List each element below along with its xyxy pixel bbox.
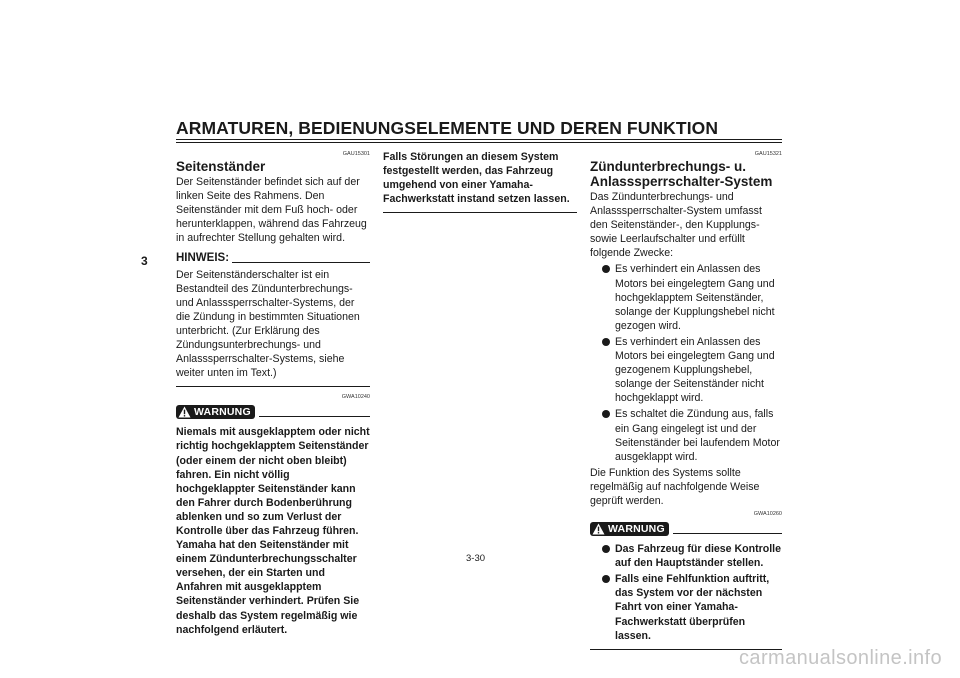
page-number: 3-30 xyxy=(466,553,486,564)
bullet-icon xyxy=(602,265,610,273)
list-item: Falls eine Fehlfunktion auftritt, das System vor der nächsten Fahrt von einer Yamaha-Fachwerkstatt überprüfen lassen. xyxy=(602,572,782,642)
watermark: carmanualsonline.info xyxy=(739,647,942,669)
column-right xyxy=(590,150,782,656)
warning-badge xyxy=(590,522,669,536)
intro-paragraph: Das Zündunterbrechungs- und Anlasssperrschalter-System umfasst den Seitenständer-, den Kupplungs- sowie Leerlaufschalter und erfüllt folgende Zwecke: xyxy=(590,191,762,260)
purpose-list xyxy=(602,262,782,463)
note-label: HINWEIS: xyxy=(176,252,230,265)
page-title: ARMATUREN, BEDIENUNGSELEMENTE UND DEREN FUNKTION xyxy=(176,118,719,138)
title-rule xyxy=(176,139,782,140)
chapter-tab: 3 xyxy=(141,254,148,268)
column-middle xyxy=(383,150,577,219)
bullet-icon xyxy=(602,338,610,346)
warning-badge xyxy=(176,405,255,419)
warning-label: WARNUNG xyxy=(608,523,665,536)
list-item: Es verhindert ein Anlassen des Motors bei eingelegtem Gang und hochgeklapptem Seitenständer, solange der Kupplungshebel nicht gezogen wird. xyxy=(602,262,782,332)
warning-rule xyxy=(673,533,782,534)
section-code: GAU15301 xyxy=(342,151,370,157)
warning-header xyxy=(176,405,370,419)
warning-end-rule xyxy=(383,212,577,213)
warning-list xyxy=(602,542,782,643)
note-rule xyxy=(232,262,370,263)
title-rule-thin xyxy=(176,142,782,143)
warning-code: GWA10260 xyxy=(753,511,782,518)
bullet-icon xyxy=(602,545,610,553)
bullet-icon xyxy=(602,575,610,583)
warning-triangle-icon xyxy=(178,406,191,418)
warning-triangle-icon xyxy=(592,523,605,535)
body-paragraph: Der Seitenständer befindet sich auf der linken Seite des Rahmens. Den Seitenständer mit dem Fuß hoch- oder herunterklappen, während das Fahrzeug in aufrechter Stellung gehalten wird. xyxy=(176,176,367,245)
warning-text-continued: Falls Störungen an diesem System festgestellt werden, das Fahrzeug umgehend von einer Yamaha-Fachwerkstatt instand setzen lassen. xyxy=(383,151,570,206)
note-end-rule xyxy=(176,386,370,387)
section-heading-seitenstaender: Seitenständer xyxy=(176,159,266,174)
bullet-icon xyxy=(602,410,610,418)
column-left xyxy=(176,150,370,639)
warning-label: WARNUNG xyxy=(194,406,251,419)
section-code: GAU15321 xyxy=(754,151,782,157)
warning-header xyxy=(590,522,782,536)
list-item: Es schaltet die Zündung aus, falls ein Gang eingelegt ist und der Seitenständer bei laufendem Motor ausgeklappt wird. xyxy=(602,407,782,463)
list-item: Es verhindert ein Anlassen des Motors bei eingelegtem Gang und gezogenem Kupplungshebel, solange der Seitenständer nicht hochgeklappt wird. xyxy=(602,335,782,405)
note-text: Der Seitenständerschalter ist ein Bestandteil des Zündunterbrechungs- und Anlasssperrschalter-Systems, der die Zündung in bestimmten Situationen unterbricht. (Zur Erklärung des Zündungsunterbrechungs- und Anlasssperrschalter-Systems, siehe weiter unten im Text.) xyxy=(176,268,360,380)
warning-code: GWA10240 xyxy=(341,394,370,401)
outro-paragraph: Die Funktion des Systems sollte regelmäßig auf nachfolgende Weise geprüft werden. xyxy=(590,466,760,507)
note-header xyxy=(176,251,370,265)
warning-rule xyxy=(259,416,370,417)
warning-text: Niemals mit ausgeklapptem oder nicht richtig hochgeklapptem Seitenständer (oder einem der nicht oben bleibt) fahren. Ein nicht völlig hochgeklappter Seitenständer kann den Fahrer durch Bodenberührung ablenken und so zum Verlust der Kontrolle über das Fahrzeug führen. Yamaha hat den Seitenständer mit einem Zündunterbrechungsschalter versehen, der ein Starten und Anfahren mit ausgeklapptem Seitenständer verhindert. Prüfen Sie deshalb das System regelmäßig wie nachfolgend erläutert. xyxy=(176,426,370,636)
list-item: Das Fahrzeug für diese Kontrolle auf den Hauptständer stellen. xyxy=(602,542,782,570)
section-heading-zuendunterbrechung: Zündunterbrechungs- u. Anlasssperrschalter-System xyxy=(590,159,773,189)
